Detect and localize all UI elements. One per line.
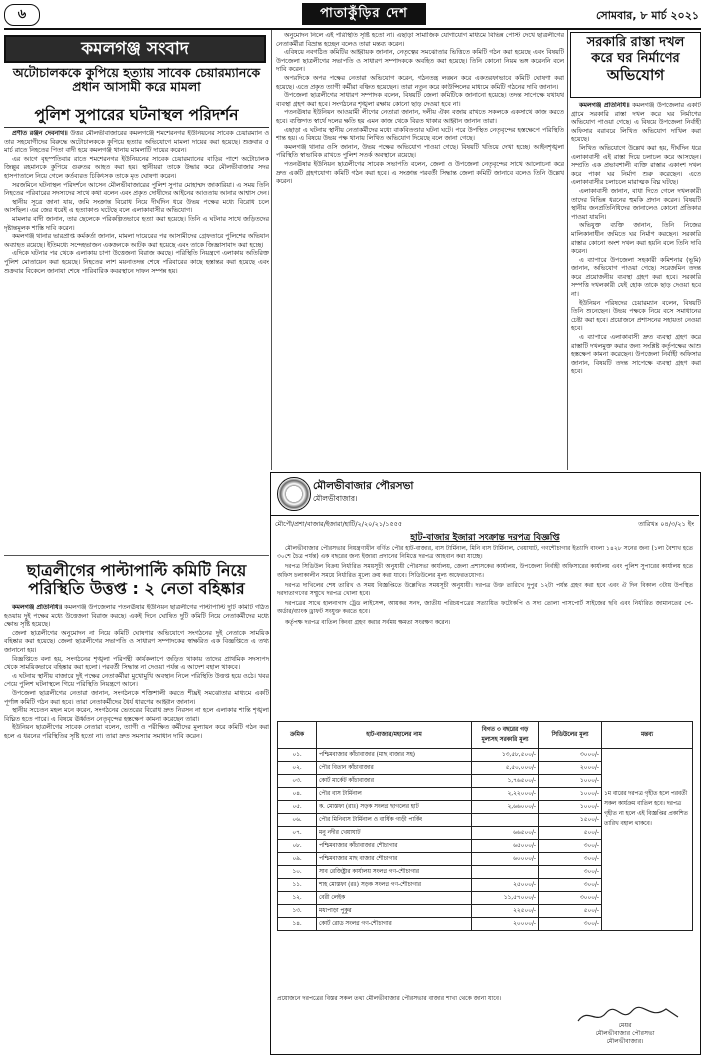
row-schedule-price: ১০০০/-: [539, 775, 602, 788]
story1-para: মামলার বাদী জানান, তার ছেলেকে পরিকল্পিতভাবে হত্যা করা হয়েছে। তিনি এ ঘটনার সাথে জড়িতদের দৃষ্টান্তমূলক শাস্তি দাবি করেন।: [4, 215, 269, 232]
notice-org-sub: মৌলভীবাজার।: [313, 494, 358, 503]
row-serial: ০৪.: [278, 788, 317, 801]
story2-byline: কমলগঞ্জ প্রতিনিধি॥: [12, 604, 63, 611]
row-govt-price: ২,৬৬০০০/-: [472, 801, 539, 814]
row-name: কোর্ট মার্কেট কাঁচাবাজার: [317, 775, 472, 788]
row-serial: ১২.: [278, 892, 317, 905]
story1-para: সরজমিনে ঘটনাস্থল পরিদর্শনে আসেন মৌলভীবাজারের পুলিশ সুপার মোহাম্মদ জাকারিয়া। এ সময় তিনি নিহতের পরিবারের সদস্যদের সাথে কথা বলেন এবং প্রকৃত দোষীদের আইনের আওতায় আনার আশ্বাস দেন।: [4, 181, 269, 198]
story2-para: উপজেলা ছাত্রলীগের নেতারা জানান, সংগঠনকে শক্তিশালী করতে শীঘ্রই সমঝোতার মাধ্যমে একটি পূর্ণাঙ্গ কমিটি গঠন করা হবে। তারা নেতাকর্মীদের ধৈর্য ধারণের আহ্বান জানান।: [4, 689, 269, 706]
notice-body: [277, 545, 693, 629]
row-govt-price: ২,২২০০০/-: [472, 788, 539, 801]
story1-byline: প্রণীত রঞ্জন দেবনাথ॥: [12, 130, 68, 137]
row-govt-price: ২৫০০০/-: [472, 879, 539, 892]
masthead: [4, 2, 701, 30]
row-serial: ০৬.: [278, 814, 317, 827]
notice-para: দরপত্র সিডিউল বিক্রয় নির্ধারিত সময়সূচী অনুযায়ী পৌরসভা কার্যালয়, জেলা প্রশাসকের কার্যালয়, উপজেলা নির্বাহী অফিসারের কার্যালয় এবং পুলিশ সুপারের কার্যালয় হতে অফিস চলাকালীন সময়ে নির্ধারিত মূল্যে ক্রয় করা যাবে। সিডিউলের মূল্য অফেরতযোগ্য।: [277, 563, 693, 579]
signer-title: মেয়র: [618, 1022, 632, 1029]
story3-para: এ ব্যাপারে উপজেলা সহকারী কমিশনার (ভূমি) জানান, অভিযোগ পাওয়া গেছে। সরেজমিন তদন্ত করে প্রয়োজনীয় ব্যবস্থা গ্রহণ করা হবে। সরকারি সম্পত্তি দখলকারী যেই হোক তাকে ছাড় দেওয়া হবে না।: [571, 256, 701, 299]
col-header: বিগত ৩ বছরের গড় মূল্যসহ সরকারি মূল্য: [472, 722, 539, 749]
col-header: হাট-বাজার/মহালের নাম: [317, 722, 472, 749]
row-name: শাহ মোস্তফা (রঃ) সড়ক সংলগ্ন গণ-শৌচাগার: [317, 879, 472, 892]
row-schedule-price: ৩০০০/-: [539, 749, 602, 762]
story2-para: ইউনিয়ন ছাত্রলীগের সাবেক নেতারা বলেন, ত্যাগী ও পরীক্ষিত কর্মীদের মূল্যায়ন করে কমিটি গঠন করা হলে এ ধরনের পরিস্থিতির সৃষ্টি হতো না। তারা দ্রুত সমস্যার সমাধান দাবি করেন।: [4, 724, 269, 740]
story2-cont-para: অনুমোদন নিলে এই পরিস্থিতি সৃষ্টি হতো না। এছাড়া সামাজিক যোগাযোগ মাধ্যমে বিভিন্ন পোস্ট দেখে ছাত্রলীগের নেতাকর্মীরা বিভ্রান্ত হচ্ছেন বলেও তারা মন্তব্য করেন।: [276, 32, 564, 48]
row-govt-price: ৬৫০০০/-: [472, 840, 539, 853]
newspaper-page: [4, 2, 701, 1057]
row-schedule-price: ৫০০/-: [539, 905, 602, 918]
row-name: পশ্চিমবাজার কাঁচাবাজার (মাছ বাজার সহ): [317, 749, 472, 762]
signer-place: মৌলভীবাজার।: [606, 1038, 644, 1045]
row-govt-price: [472, 866, 539, 879]
row-schedule-price: ৩০০/-: [539, 918, 602, 931]
story1-para: কমলগঞ্জ থানার ভারপ্রাপ্ত কর্মকর্তা জানান, মামলা দায়েরের পর আসামীদের গ্রেফতারে পুলিশের অভিযান অব্যাহত রয়েছে। ইতিমধ্যে সন্দেহভাজন একজনকে আটক করা হয়েছে এবং তাকে জিজ্ঞাসাবাদ করা হচ্ছে।: [4, 233, 269, 249]
story3-para: এলাকাবাসী জানান, বাধা দিতে গেলে দখলকারী তাদের বিভিন্ন ধরনের হুমকি প্রদান করেন। বিষয়টি স্থানীয় জনপ্রতিনিধিদের জানালেও কোনো প্রতিকার পাওয়া যায়নি।: [571, 187, 701, 221]
row-name: পশ্চিমবাজার মাছ বাজার শৌচাগার: [317, 853, 472, 866]
row-name: মধ্যপাড়া পুকুর: [317, 905, 472, 918]
lease-table: [277, 721, 693, 931]
row-schedule-price: ১০০০/-: [539, 801, 602, 814]
row-govt-price: ৬০০০০/-: [472, 853, 539, 866]
memo-number: মৌপৌ/প্রশা/বাজার/ইজারা/হাটি/২/২০/২১/১৫৫৫: [275, 520, 403, 528]
memo-date-value: ০৪/৩/২১ ইং: [660, 520, 694, 528]
row-serial: ০১.: [278, 749, 317, 762]
row-name: সাব রেজিষ্ট্রার কার্যালয় সংলগ্ন গণ-শৌচাগার: [317, 866, 472, 879]
col-header: মন্তব্য: [602, 722, 693, 749]
story3-para: অভিযুক্ত ব্যক্তি জানান, তিনি নিজের মালিকানাধীন জমিতে ঘর নির্মাণ করছেন। সরকারি রাস্তার কোনো অংশ দখল করা হয়নি বলে তিনি দাবি করেন।: [571, 222, 701, 256]
story3-headline-line: সরকারি রাস্তা দখল: [586, 35, 685, 50]
row-serial: ১৪.: [278, 918, 317, 931]
row-govt-price: ১১,৫৭০০০/-: [472, 892, 539, 905]
table-row: [278, 749, 693, 762]
story1-subheadline: পুলিশ সুপারের ঘটনাস্থল পরিদর্শন: [4, 107, 269, 128]
story2-para: কমলগঞ্জ উপজেলার পতনঊষার ইউনিয়ন ছাত্রলীগের পাল্টাপাল্টি দুটি কমিটি গঠিত হওয়ায় দুই পক্ষের মধ্যে উত্তেজনা বিরাজ করছে। একই দিনে ঘোষিত দুটি কমিটি নিয়ে নেতাকর্মীদের মধ্যে ক্ষোভ সৃষ্টি হয়েছে।: [4, 604, 269, 629]
municipality-seal-icon: [277, 477, 311, 511]
row-serial: ০৯.: [278, 853, 317, 866]
story1-para: এদিকে ঘটনার পর থেকে এলাকায় চাপা উত্তেজনা বিরাজ করছে। পরিস্থিতি নিয়ন্ত্রণে এলাকায় অতিরিক্ত পুলিশ মোতায়েন করা হয়েছে। নিহতের লাশ ময়নাতদন্ত শেষে পরিবারের কাছে হস্তান্তর করা হয়েছে এবং শুক্রবার বিকেলে জানাযা শেষে পারিবারিক কবরস্থানে দাফন সম্পন্ন হয়।: [4, 250, 269, 275]
story3-para: এ ব্যাপারে এলাকাবাসী দ্রুত ব্যবস্থা গ্রহণ করে রাস্তাটি দখলমুক্ত করার জন্য সংশ্লিষ্ট কর্তৃপক্ষের আশু হস্তক্ষেপ কামনা করেছেন। উপজেলা নির্বাহী অফিসার জানান, বিষয়টি তদন্ত সাপেক্ষে ব্যবস্থা গ্রহণ করা হবে।: [571, 334, 701, 376]
story2-para: এ ঘটনায় স্থানীয় বাজারে দুই পক্ষের নেতাকর্মীরা মুখোমুখি অবস্থান নিলে পরিস্থিতি উত্তপ্ত হয়ে ওঠে। খবর পেয়ে পুলিশ ঘটনাস্থলে গিয়ে পরিস্থিতি নিয়ন্ত্রণে আনে।: [4, 672, 269, 689]
notice-footer: প্রয়োজনে দরপত্রের বিস্তর সকল তথ্য মৌলভীবাজার পৌরসভার বাজার শাখা থেকে জানা যাবে।: [277, 995, 502, 1002]
row-schedule-price: ৩০০/-: [539, 866, 602, 879]
column-rule: [271, 30, 272, 470]
story2-cont-para: এছাড়া এ ঘটনায় স্থানীয় নেতাকর্মীদের মধ্যে বাকবিতণ্ডার ঘটনা ঘটে। পরে উপস্থিত নেতৃবৃন্দের হস্তক্ষেপে পরিস্থিতি শান্ত হয়। এ বিষয়ে উভয় পক্ষ থানায় লিখিত অভিযোগ দিয়েছে বলে জানা গেছে।: [276, 126, 564, 143]
table-header-row: [278, 722, 693, 749]
divider: [4, 555, 269, 556]
notice-org: মৌলভীবাজার পৌরসভা: [313, 480, 414, 492]
col-header: সিডিউলের মূল্য: [539, 722, 602, 749]
row-schedule-price: ২০০০/-: [539, 762, 602, 775]
story1-headline: অটোচালককে কুপিয়ে হত্যায় সাবেক চেয়ারম্যানকে প্রধান আসামী করে মামলা: [12, 65, 261, 95]
story2-para: জেলা ছাত্রলীগের অনুমোদন না নিয়ে কমিটি ঘোষণার অভিযোগে সংগঠনের দুই নেতাকে সাময়িক বহিষ্কার করা হয়েছে। জেলা ছাত্রলীগের সভাপতি ও সাধারণ সম্পাদকের স্বাক্ষরিত এক বিজ্ঞপ্তিতে এ তথ্য জানানো হয়।: [4, 629, 269, 654]
tender-notice: [270, 472, 701, 1055]
story2-body: [4, 604, 269, 1057]
row-serial: ০৩.: [278, 775, 317, 788]
issue-date: সোমবার, ৮ মার্চ ২০২১: [595, 9, 699, 22]
row-serial: ০৫.: [278, 801, 317, 814]
story2-para: বিজ্ঞপ্তিতে বলা হয়, সংগঠনের শৃঙ্খলা পরিপন্থী কার্যকলাপে জড়িত থাকায় তাদের প্রাথমিক সদস্যপদ থেকে সাময়িকভাবে বহিষ্কার করা হলো। পরবর্তী সিদ্ধান্ত না দেওয়া পর্যন্ত এ আদেশ বহাল থাকবে।: [4, 655, 269, 672]
row-name: মনু নদীর খেয়াঘাট: [317, 827, 472, 840]
row-schedule-price: ৩০০/-: [539, 853, 602, 866]
story3-headline: [570, 32, 701, 98]
story2-cont-para: উপজেলা ছাত্রলীগের সাধারণ সম্পাদক বলেন, বিষয়টি জেলা কমিটিকে জানানো হয়েছে। তদন্ত সাপেক্ষে যথাযথ ব্যবস্থা গ্রহণ করা হবে। সংগঠনের শৃঙ্খলা রক্ষায় কোনো ছাড় দেওয়া হবে না।: [276, 92, 564, 108]
newspaper-title: পাতাকুঁড়ির দেশ: [302, 3, 426, 25]
memo-date-label: তারিখঃ: [638, 520, 659, 528]
row-name: বেরী লেইক: [317, 892, 472, 905]
row-govt-price: ২০০০০/-: [472, 918, 539, 931]
notice-para: দরপত্র দাখিলের শেষ তারিখ ও সময় বিজ্ঞপ্তিতে উল্লেখিত সময়সূচী অনুযায়ী। দরপত্র উক্ত তারিখে দুপুর ১২টা পর্যন্ত গ্রহণ করা হবে এবং ঐ দিন বিকাল ৩টায় উপস্থিত দরদাতাগণের সম্মুখে দরপত্র খোলা হবে।: [277, 581, 693, 598]
row-schedule-price: ৫০০/-: [539, 827, 602, 840]
row-govt-price: ১,৭৬৫০০/-: [472, 775, 539, 788]
row-serial: ১১.: [278, 879, 317, 892]
notice-header: [271, 473, 699, 516]
col-header: ক্রমিক: [278, 722, 317, 749]
row-schedule-price: ১০০০/-: [539, 788, 602, 801]
row-govt-price: [472, 814, 539, 827]
signer-org: মৌলভীবাজার পৌরসভা: [595, 1030, 655, 1037]
section-banner: কমলগঞ্জ সংবাদ: [4, 35, 266, 63]
story1-body: [4, 130, 269, 550]
memo-date: [638, 519, 694, 530]
row-serial: ১৩.: [278, 905, 317, 918]
notice-title: হাট-বাজার ইজারা সংক্রান্ত দরপত্র বিজ্ঞপ্তি: [410, 533, 560, 543]
notice-para: মৌলভীবাজার পৌরসভার নিয়ন্ত্রণাধীন বর্ণিত পৌর হাট-বাজার, বাস টার্মিনাল, মিনি বাস টার্মিনাল, খেয়াঘাট, গণশৌচাগার ইত্যাদি বাংলা ১৪২৮ সনের জন্য (১লা বৈশাখ হতে ৩০শে চৈত্র পর্যন্ত) এক বছরের জন্য ইজারা প্রদানের নিমিত্তে দরপত্র আহবান করা যাচ্ছে।: [277, 545, 693, 561]
story3-byline: কমলগঞ্জ প্রতিনিধি॥: [579, 102, 630, 109]
story1-para: এর আগে বৃহস্পতিবার রাতে শমশেরনগর ইউনিয়নের সাবেক চেয়ারম্যানের বাড়ির পাশে অটোচালক জিল্লুর রহমানকে কুপিয়ে গুরুতর আহত করা হয়। স্থানীয়রা তাকে উদ্ধার করে মৌলভীবাজার সদর হাসপাতালে নিয়ে গেলে কর্তব্যরত চিকিৎসক তাকে মৃত ঘোষণা করেন।: [4, 155, 269, 180]
row-schedule-price: ৩০০/-: [539, 879, 602, 892]
notice-para: দরপত্রের সাথে হালনাগাদ ট্রেড লাইসেন্স, আয়কর সনদ, জাতীয় পরিচয়পত্রের সত্যায়িত ফটোকপি ও সদ্য তোলা পাসপোর্ট সাইজের ছবি এবং নির্ধারিত জামানতের পে-অর্ডার/ব্যাংক ড্রাফট সংযুক্ত করতে হবে।: [277, 600, 693, 616]
story3-headline-line: করে ঘর নির্মাণের: [591, 51, 680, 66]
page-number: ৬: [4, 4, 40, 26]
row-serial: ০২.: [278, 762, 317, 775]
story1-para: উত্তর মৌলভীবাজারের কমলগঞ্জে শমশেরনগর ইউনিয়নের সাবেক চেয়ারম্যান ও তার সহযোগীদের বিরুদ্ধে অটোচালককে কুপিয়ে হত্যার অভিযোগে মামলা দায়ের করা হয়েছে। শুক্রবার ৫ মার্চ রাতে নিহতের পিতা বাদী হয়ে কমলগঞ্জ থানায় মামলাটি দায়ের করেন।: [4, 130, 269, 155]
story2-cont-para: পতনঊষার ইউনিয়ন ছাত্রলীগের সাবেক সভাপতি বলেন, জেলা ও উপজেলা নেতৃবৃন্দের সাথে আলোচনা করে দ্রুত একটি গ্রহণযোগ্য কমিটি গঠন করা হবে। এ সংক্রান্ত পরবর্তী সিদ্ধান্ত জেলা কমিটি জানাবে বলেও তিনি উল্লেখ করেন।: [276, 160, 564, 186]
story2-continued: [276, 32, 564, 466]
row-serial: ০৮.: [278, 840, 317, 853]
row-name: পৌর মিনিবাস টার্মিনাল ও বার্ষিক গাড়ী পার্কিং: [317, 814, 472, 827]
row-govt-price: ২২৫০০/-: [472, 905, 539, 918]
row-govt-price: ৬৬৫০০/-: [472, 827, 539, 840]
row-name: পশ্চিমবাজার কাঁচাবাজার শৌচাগার: [317, 840, 472, 853]
notice-para: কর্তৃপক্ষ দরপত্র বাতিল কিংবা গ্রহণ করার সর্বময় ক্ষমতা সংরক্ষণ করেন।: [285, 618, 451, 626]
row-name: কোর্ট রোড সংলগ্ন গণ-শৌচাগার: [317, 918, 472, 931]
row-schedule-price: ৩০০০/-: [539, 892, 602, 905]
story2-para: স্থানীয় সচেতন মহল মনে করেন, সংগঠনের ভেতরের বিরোধ দ্রুত নিরসন না হলে এলাকার শান্তি শৃঙ্খলা বিঘ্নিত হতে পারে। এ বিষয়ে ঊর্ধ্বতন নেতৃবৃন্দের হস্তক্ষেপ কামনা করেছেন তারা।: [4, 707, 269, 723]
table-remark: ১ম বারের দরপত্র গৃহীত হলে পরবর্তী সকল কার্যক্রম বাতিল হবে। দরপত্র গৃহীত না হলে এই বিজ্ঞপ্তির প্রকাশিত তারিখ বহাল থাকবে।: [602, 749, 693, 931]
story2-cont-para: অপরদিকে অপর পক্ষের নেতারা অভিযোগ করেন, গঠনতন্ত্র লঙ্ঘন করে একতরফাভাবে কমিটি ঘোষণা করা হয়েছে। এতে প্রকৃত ত্যাগী কর্মীরা বঞ্চিত হয়েছেন। তারা নতুন করে কাউন্সিলের মাধ্যমে কমিটি গঠনের দাবি জানান।: [276, 74, 564, 91]
row-schedule-price: ১৫০০/-: [539, 814, 602, 827]
row-serial: ১০.: [278, 866, 317, 879]
row-name: ক. মোস্তফা (রাঃ) সড়ক সংলগ্ন ছাগলের হাট: [317, 801, 472, 814]
story3-body: [571, 102, 701, 468]
story3-para: ইউনিয়ন পরিষদের চেয়ারম্যান বলেন, বিষয়টি তিনি শুনেছেন। উভয় পক্ষকে নিয়ে বসে সমাধানের চেষ্টা করা হবে। প্রয়োজনে প্রশাসনের সহায়তা নেওয়া হবে।: [571, 299, 701, 333]
story2-cont-para: পতনঊষার ইউনিয়ন আওয়ামী লীগের নেতারা জানান, দলীয় ঐক্য বজায় রাখতে সকলকে একসাথে কাজ করতে হবে। ব্যক্তিগত স্বার্থে দলের ক্ষতি হয় এমন কাজ থেকে বিরত থাকার আহ্বান জানান তারা।: [276, 109, 564, 125]
story3-para: লিখিত অভিযোগে উল্লেখ করা হয়, দীর্ঘদিন ধরে এলাকাবাসী এই রাস্তা দিয়ে চলাচল করে আসছেন। সম্প্রতি এক প্রভাবশালী ব্যক্তি রাস্তার একাংশ দখল করে পাকা ঘর নির্মাণ শুরু করেছেন। এতে এলাকাবাসীর চলাচলে মারাত্মক বিঘ্ন ঘটছে।: [571, 144, 701, 187]
story1-para: স্থানীয় সূত্রে জানা যায়, জমি সংক্রান্ত বিরোধ নিয়ে দীর্ঘদিন ধরে উভয় পক্ষের মধ্যে বিরোধ চলে আসছিল। এর জের ধরেই এ হত্যাকাণ্ড ঘটেছে বলে এলাকাবাসীর অভিযোগ।: [4, 198, 269, 215]
row-name: পৌর বাস টার্মিনাল: [317, 788, 472, 801]
story3-headline-line: অভিযোগ: [606, 66, 665, 84]
story2-cont-para: কমলগঞ্জ থানার ওসি জানান, উভয় পক্ষের অভিযোগ পাওয়া গেছে। বিষয়টি খতিয়ে দেখা হচ্ছে। আইনশৃঙ্খলা পরিস্থিতি স্বাভাবিক রাখতে পুলিশ সতর্ক অবস্থানে রয়েছে।: [276, 143, 564, 160]
row-serial: ০৭.: [278, 827, 317, 840]
row-schedule-price: ৩০০/-: [539, 840, 602, 853]
row-govt-price: ৫,৫০,০০০/-: [472, 762, 539, 775]
story3-para: কমলগঞ্জ উপজেলার একটি গ্রামে সরকারি রাস্তা দখল করে ঘর নির্মাণের অভিযোগ পাওয়া গেছে। এ বিষয়ে উপজেলা নির্বাহী অফিসার বরাবরে লিখিত অভিযোগ দাখিল করা হয়েছে।: [571, 102, 701, 144]
column-rule: [567, 30, 568, 470]
row-name: পৌর বিতান কাঁচাবাজার: [317, 762, 472, 775]
story2-cont-para: এবিষয়ে নবগঠিত কমিটির আহ্বায়ক জানান, নেতৃত্বের সমঝোতার ভিত্তিতে কমিটি গঠন করা হয়েছে এবং বিষয়টি উপজেলা ছাত্রলীগের সভাপতি ও সাধারণ সম্পাদককে অবহিত করা হয়েছে। তিনি কোনো নিয়ম ভঙ্গ করেননি বলে দাবি করেন।: [276, 49, 564, 74]
signer-block: [560, 1022, 690, 1046]
row-govt-price: ১৩,৫৮,৫০০/-: [472, 749, 539, 762]
story2-headline: ছাত্রলীগের পাল্টাপাল্টি কমিটি নিয়ে পরিস্থিতি উত্তপ্ত : ২ নেতা বহিষ্কার: [26, 561, 247, 599]
